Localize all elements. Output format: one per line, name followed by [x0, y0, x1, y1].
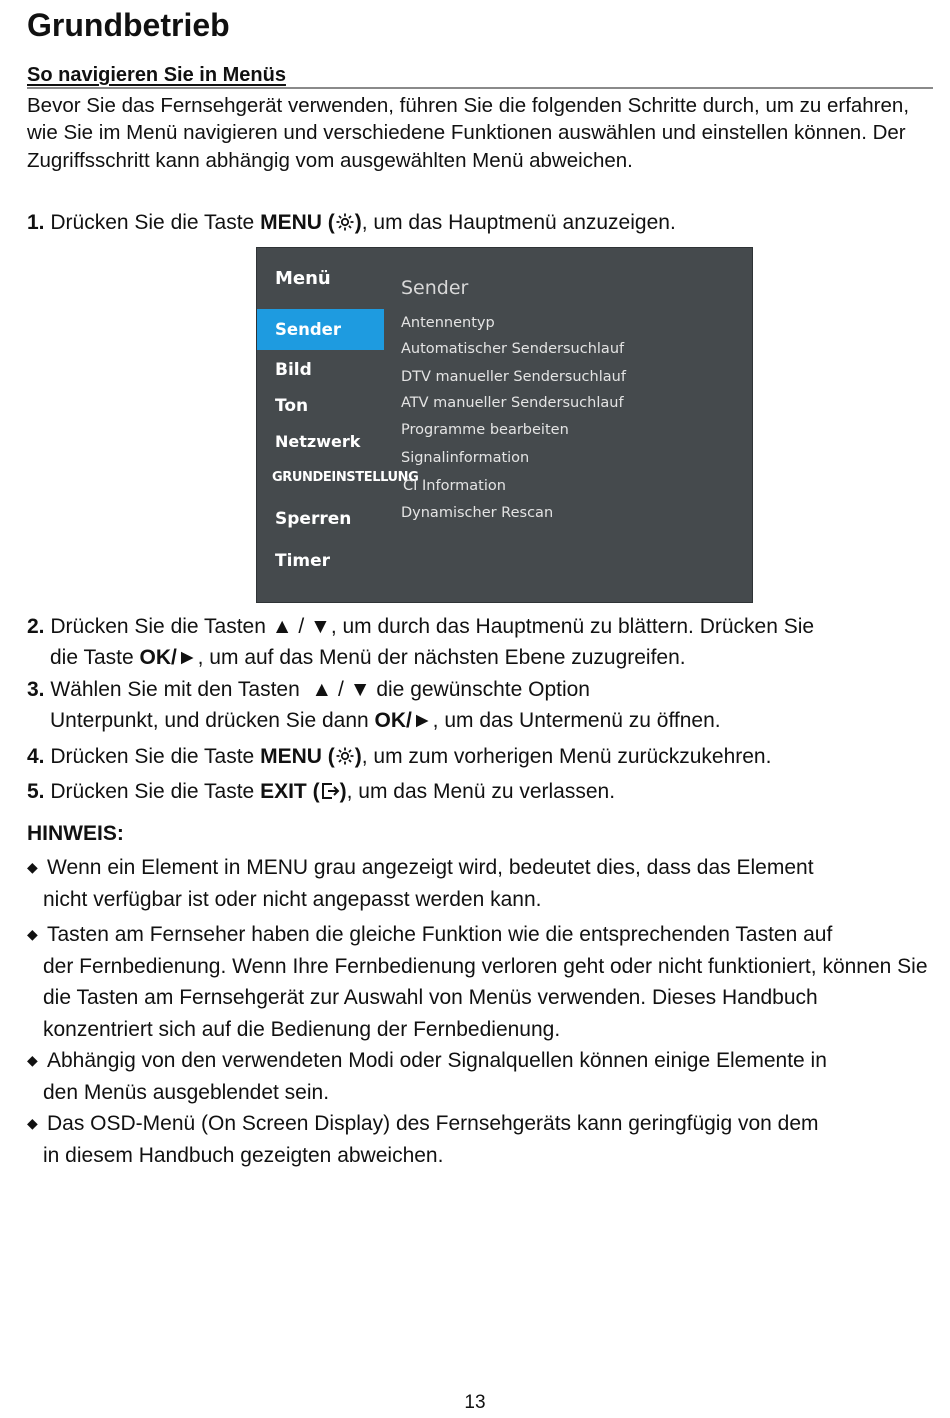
tv-menu-screenshot [256, 247, 753, 603]
tv-menu-item-sperren[interactable]: Sperren [275, 509, 352, 529]
tv-menu-item-grundeinstellung[interactable]: GRUNDEINSTELLUNG [272, 470, 419, 485]
step-text: die Taste [50, 646, 140, 669]
tv-submenu-item[interactable]: Antennentyp [401, 315, 495, 331]
intro-paragraph: Bevor Sie das Fernsehgerät verwenden, führen Sie die folgenden Schritte durch, um zu erfahren, wie Sie im Menü navigieren und verschiedene Funktionen auswählen und einstellen können. Der Zugriffsschritt kann abhängig vom ausgewählten Menü abweichen. [27, 94, 910, 172]
key-label: OK/► [139, 646, 198, 669]
section-heading [27, 62, 933, 89]
step-text-end: , um das Menü zu verlassen. [346, 780, 616, 803]
step-3-continued [50, 707, 721, 735]
tv-submenu-item[interactable]: ATV manueller Sendersuchlauf [401, 395, 624, 411]
tv-submenu-item[interactable]: DTV manueller Sendersuchlauf [401, 369, 626, 385]
key-label: OK/► [374, 709, 433, 732]
tv-submenu-item[interactable]: Programme bearbeiten [401, 422, 569, 438]
step-number: 3. [27, 678, 45, 701]
note-text-continued: den Menüs ausgeblendet sein. [43, 1080, 330, 1104]
step-4 [27, 743, 771, 774]
tv-menu-item-timer[interactable]: Timer [275, 551, 331, 571]
step-number: 4. [27, 745, 45, 768]
step-text: Wählen Sie mit den Tasten ▲ / ▼ die gewünschte Option [44, 678, 590, 701]
tv-menu-item-sender[interactable]: Sender [275, 320, 341, 339]
note-title: HINWEIS: [27, 822, 124, 845]
section-title: So navigieren Sie in Menüs [27, 64, 286, 86]
step-text-end: , um auf das Menü der nächsten Ebene zuzugreifen. [197, 646, 686, 669]
step-text-end: , um das Untermenü zu öffnen. [432, 709, 721, 732]
step-text: Unterpunkt, und drücken Sie dann [50, 709, 375, 732]
step-1 [27, 209, 676, 240]
gear-icon [335, 212, 355, 240]
key-label: EXIT ( [260, 780, 320, 803]
tv-submenu-item[interactable]: Automatischer Sendersuchlauf [401, 341, 625, 357]
tv-submenu-item[interactable]: CI Information [403, 478, 506, 494]
step-3 [27, 676, 590, 704]
note-text: Wenn ein Element in MENU grau angezeigt wird, bedeutet dies, dass das Element [47, 856, 814, 879]
bullet-diamond-icon: ◆ [27, 1052, 38, 1068]
key-label-end: ) [339, 780, 347, 803]
step-text-end: , um zum vorherigen Menü zurückzukehren. [361, 745, 772, 768]
key-label: MENU ( [260, 745, 335, 768]
step-text: Drücken Sie die Tasten ▲ / ▼, um durch das Hauptmenü zu blättern. Drücken Sie [44, 615, 815, 638]
tv-menu-item-ton[interactable]: Ton [275, 396, 309, 416]
note-item [27, 852, 937, 915]
key-label-end: ) [354, 745, 362, 768]
tv-submenu-title: Sender [401, 277, 469, 299]
step-text-end: , um das Hauptmenü anzuzeigen. [361, 211, 676, 234]
step-2 [27, 613, 814, 641]
tv-menu-item-netzwerk[interactable]: Netzwerk [275, 432, 361, 451]
step-number: 1. [27, 211, 45, 234]
step-2-continued [50, 644, 686, 672]
step-number: 2. [27, 615, 45, 638]
tv-submenu-item[interactable]: Dynamischer Rescan [401, 505, 554, 521]
bullet-diamond-icon: ◆ [27, 859, 38, 875]
page-number: 13 [464, 1392, 486, 1413]
step-number: 5. [27, 780, 45, 803]
note-text-continued: in diesem Handbuch gezeigten abweichen. [43, 1143, 444, 1167]
bullet-diamond-icon: ◆ [27, 1115, 38, 1131]
step-5 [27, 778, 615, 809]
note-text-continued: der Fernbedienung. Wenn Ihre Fernbedienung verloren geht oder nicht funktioniert, können Sie die Tasten am Fernsehgerät zur Auswahl von Menüs verwenden. Dieses Handbuch konzentriert sich auf die Bedienung der Fernbedienung. [43, 954, 928, 1041]
exit-icon [320, 781, 340, 809]
tv-menu-item-bild[interactable]: Bild [275, 360, 312, 380]
note-text-continued: nicht verfügbar ist oder nicht angepasst werden kann. [43, 887, 542, 911]
note-item [27, 1045, 937, 1108]
note-text: Abhängig von den verwendeten Modi oder Signalquellen können einige Elemente in [47, 1049, 827, 1072]
tv-submenu-item[interactable]: Signalinformation [401, 450, 530, 466]
note-item [27, 919, 942, 1045]
step-text: Drücken Sie die Taste [44, 211, 261, 234]
gear-icon [335, 746, 355, 774]
step-text: Drücken Sie die Taste [44, 745, 261, 768]
note-text: Tasten am Fernseher haben die gleiche Funktion wie die entsprechenden Tasten auf [47, 923, 833, 946]
tv-menu-title: Menü [275, 268, 331, 289]
note-item [27, 1108, 937, 1171]
page-title: Grundbetrieb [27, 7, 230, 43]
step-text: Drücken Sie die Taste [44, 780, 261, 803]
key-label: MENU ( [260, 211, 335, 234]
bullet-diamond-icon: ◆ [27, 926, 38, 942]
key-label-end: ) [354, 211, 362, 234]
note-text: Das OSD-Menü (On Screen Display) des Fernsehgeräts kann geringfügig von dem [47, 1112, 819, 1135]
